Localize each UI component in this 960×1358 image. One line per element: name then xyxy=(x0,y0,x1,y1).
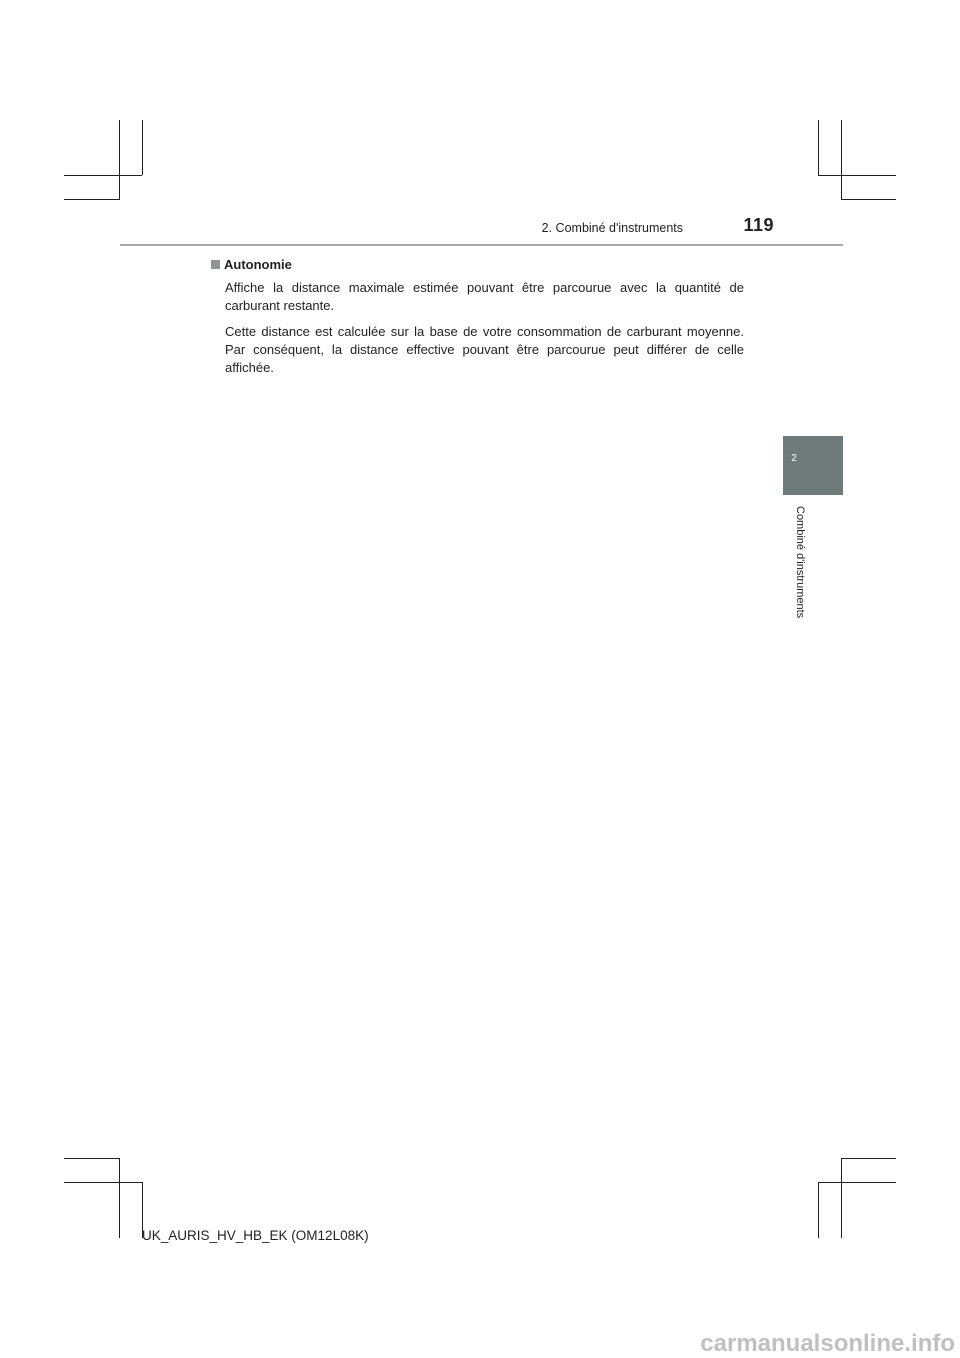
crop-mark xyxy=(119,120,120,200)
chapter-tab-label: Combiné d'instruments xyxy=(794,506,806,619)
document-code: UK_AURIS_HV_HB_EK (OM12L08K) xyxy=(142,1228,369,1243)
crop-mark xyxy=(818,1182,896,1183)
paragraph: Affiche la distance maximale estimée pouvant être parcourue avec la quantité de carburant restante. xyxy=(225,280,744,313)
page-number: 119 xyxy=(743,215,774,235)
section-heading xyxy=(211,255,744,273)
chapter-tab xyxy=(783,436,843,495)
crop-mark xyxy=(841,1158,842,1238)
crop-mark xyxy=(818,175,896,176)
crop-mark xyxy=(64,175,142,176)
crop-mark xyxy=(841,1158,896,1159)
crop-mark xyxy=(64,1182,142,1183)
square-bullet-icon xyxy=(211,260,220,269)
section-autonomie xyxy=(211,255,744,377)
section-body xyxy=(225,279,744,377)
crop-mark xyxy=(64,199,120,200)
paragraph: Cette distance est calculée sur la base de votre consommation de carburant moyenne. Par conséquent, la distance effective pouvant être parcourue peut différer de celle affichée. xyxy=(225,324,744,375)
header-rule xyxy=(120,244,843,246)
watermark: carmanualsonline.info xyxy=(700,1330,955,1357)
crop-mark xyxy=(818,1182,819,1238)
crop-mark xyxy=(64,1158,120,1159)
chapter-tab-number: 2 xyxy=(791,453,797,464)
chapter-title: 2. Combiné d'instruments xyxy=(541,221,683,235)
section-heading-text: Autonomie xyxy=(224,256,292,272)
crop-mark xyxy=(119,1158,120,1238)
crop-mark xyxy=(818,120,819,175)
crop-mark xyxy=(841,199,896,200)
crop-mark xyxy=(142,120,143,175)
crop-mark xyxy=(841,120,842,200)
